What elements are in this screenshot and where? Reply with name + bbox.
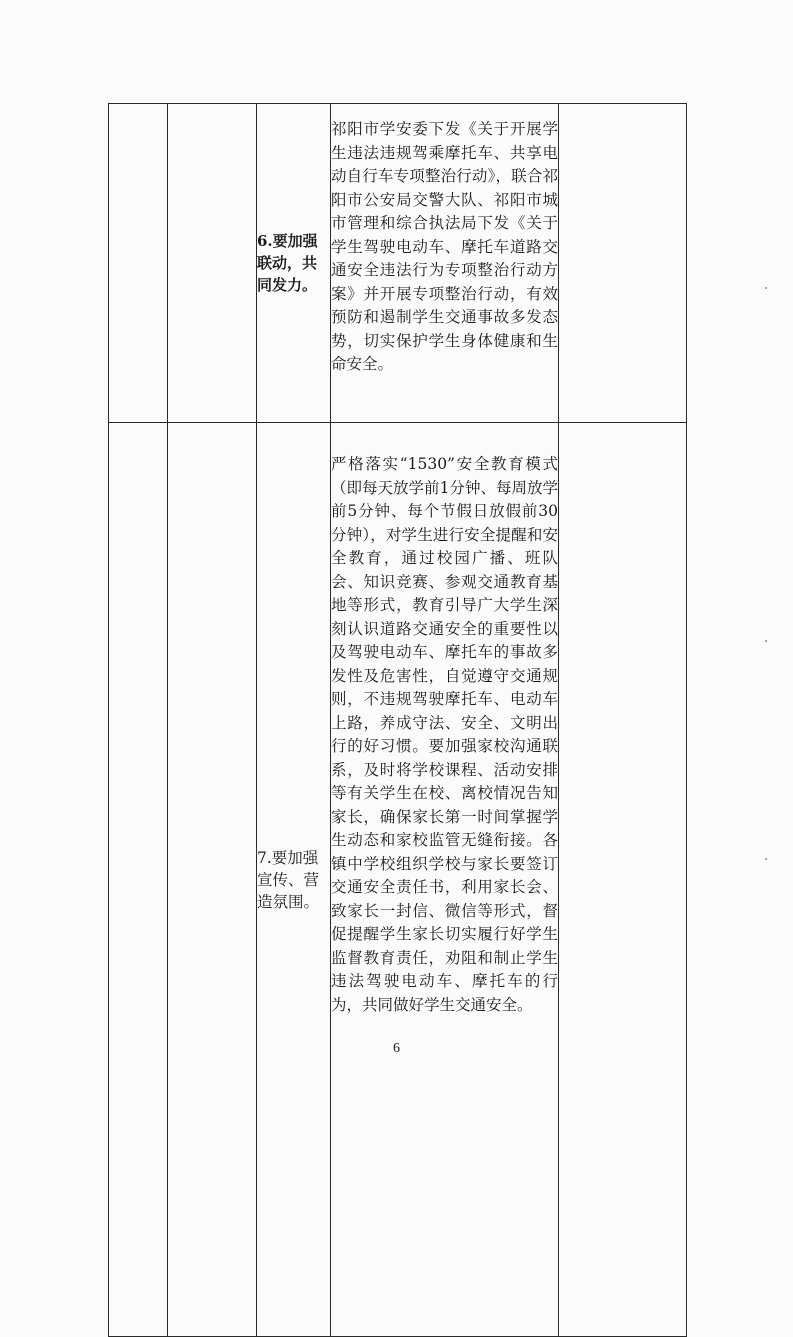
content-cell: 严格落实“1530”安全教育模式（即每天放学前1分钟、每周放学前5分钟、每个节假日放假前30分钟），对学生进行安全提醒和安全教育，通过校园广播、班队会、知识竞赛、参观交通教育基地等形式，教育引导广大学生深刻认识道路交通安全的重要性以及驾驶电动车、摩托车的事故多发性及危害性，自觉遵守交通规则，不违规驾驶摩托车、电动车上路，养成守法、安全、文明出行的好习惯。要加强家校沟通联系，及时将学校课程、活动安排等有关学生在校、离校情况告知家长，确保家长第一时间掌握学生动态和家校监管无缝衔接。各镇中学校组织学校与家长要签订交通安全责任书，利用家长会、致家长一封信、微信等形式，督促提醒学生家长切实履行好学生监督教育责任，劝阻和制止学生违法驾驶电动车、摩托车的行为，共同做好学生交通安全。 [331,423,559,1337]
page-number: 6 [393,1041,400,1056]
measures-table [108,103,687,1337]
empty-cell [168,423,257,1337]
scan-speck [765,858,767,860]
empty-cell [559,423,687,1337]
empty-cell [168,104,257,423]
content-cell: 祁阳市学安委下发《关于开展学生违法违规驾乘摩托车、共享电动自行车专项整治行动》，联合祁阳市公安局交警大队、祁阳市城市管理和综合执法局下发《关于学生驾驶电动车、摩托车道路交通安全违法行为专项整治行动方案》并开展专项整治行动，有效预防和遏制学生交通事故多发态势，切实保护学生身体健康和生命安全。 [331,104,559,423]
scan-speck [765,640,767,642]
scan-speck [765,287,767,289]
table-row [109,104,687,423]
table-row [109,423,687,1337]
measure-cell: 6.要加强联动，共同发力。 [257,104,331,423]
empty-cell [109,423,168,1337]
empty-cell [109,104,168,423]
empty-cell [559,104,687,423]
measure-cell: 7.要加强宣传、营造氛围。 [257,423,331,1337]
